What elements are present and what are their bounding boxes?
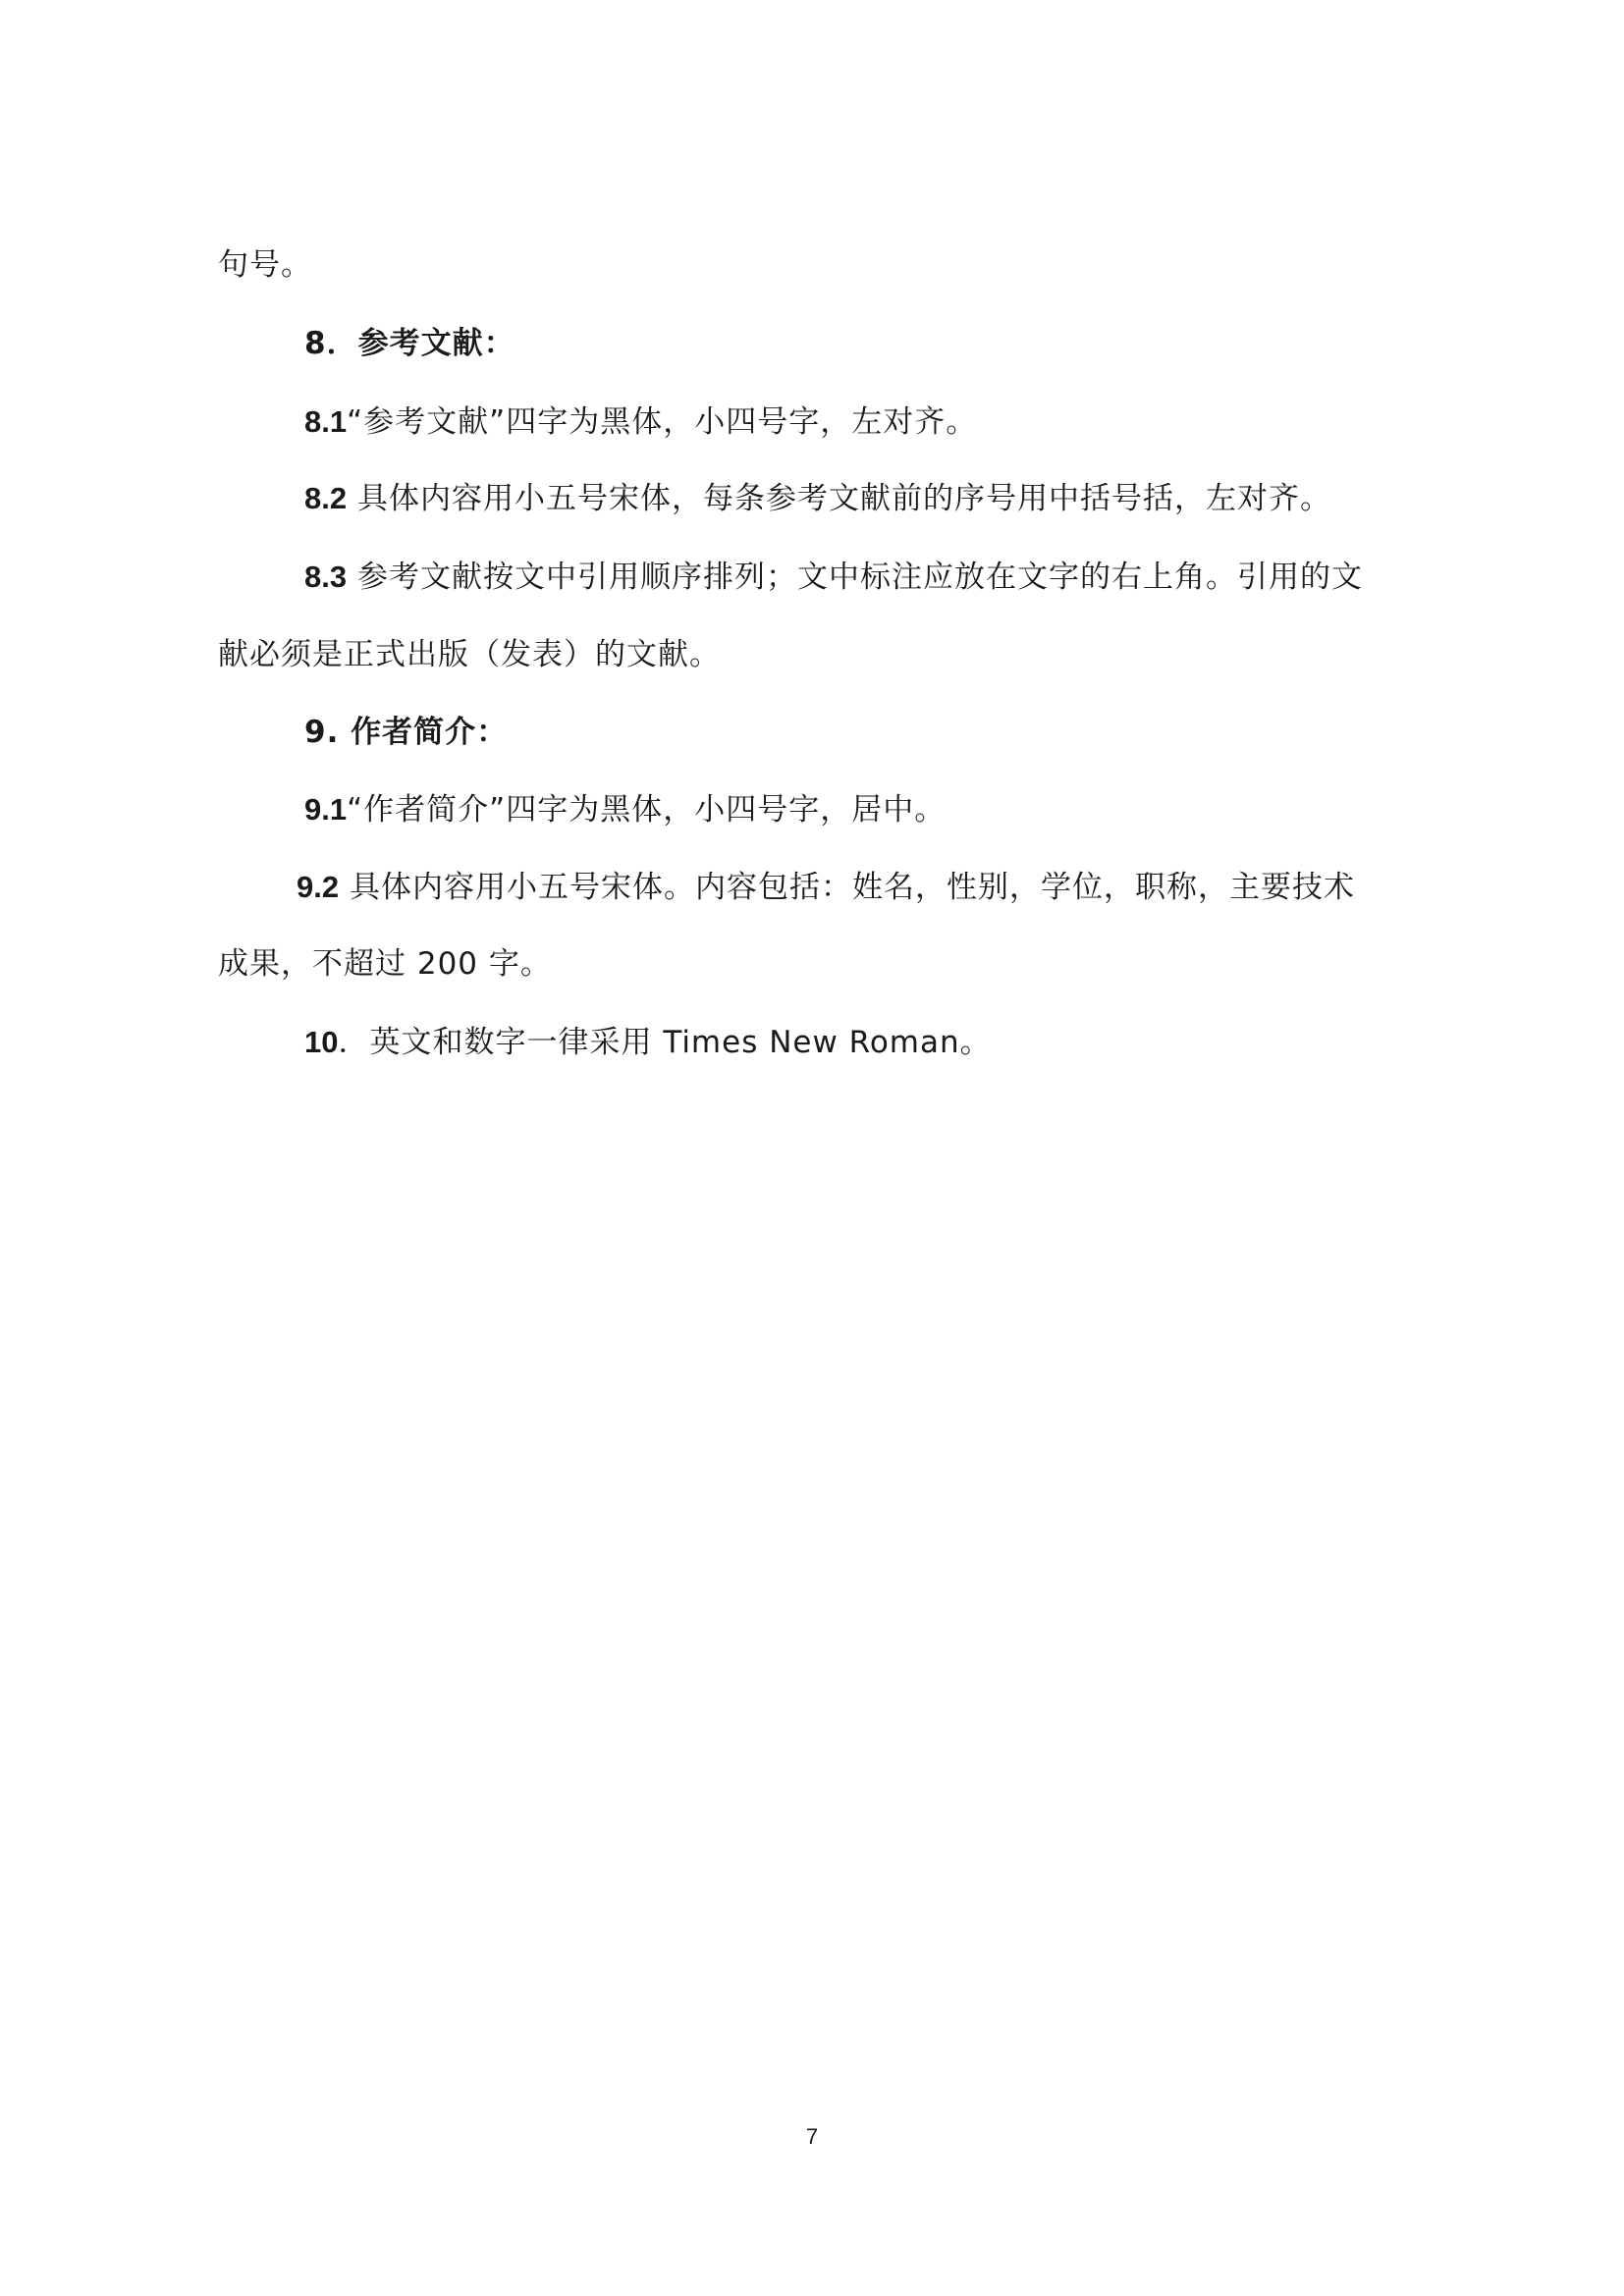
item-text: ．英文和数字一律采用 Times New Roman。 bbox=[338, 1025, 992, 1060]
heading-text: 8．参考文献： bbox=[304, 326, 515, 361]
heading-text: 9. 作者简介： bbox=[304, 715, 509, 750]
item-text: 成果，不超过 200 字。 bbox=[218, 946, 552, 982]
item-8-1 bbox=[304, 402, 977, 442]
item-8-2 bbox=[304, 479, 1331, 518]
item-text: 具体内容用小五号宋体，每条参考文献前的序号用中括号括，左对齐。 bbox=[347, 481, 1331, 516]
item-9-2 bbox=[297, 868, 1355, 907]
item-text: “作者简介”四字为黑体，小四号字，居中。 bbox=[347, 792, 947, 828]
item-number: 8.1 bbox=[304, 404, 348, 439]
section-heading-author-bio bbox=[304, 713, 508, 752]
item-number: 8.3 bbox=[304, 560, 348, 594]
item-text: 具体内容用小五号宋体。内容包括：姓名，性别，学位，职称，主要技术 bbox=[339, 870, 1355, 905]
item-number: 8.2 bbox=[304, 481, 348, 515]
item-text: 参考文献按文中引用顺序排列；文中标注应放在文字的右上角。引用的文 bbox=[347, 560, 1363, 595]
item-text: “参考文献”四字为黑体，小四号字，左对齐。 bbox=[347, 404, 978, 440]
page-number: 7 bbox=[805, 2124, 819, 2149]
text-line: 句号。 bbox=[218, 247, 312, 283]
item-9-2-continuation bbox=[218, 944, 552, 984]
item-9-1 bbox=[304, 790, 946, 829]
item-number: 10 bbox=[304, 1025, 339, 1059]
item-8-3 bbox=[304, 558, 1363, 597]
item-10 bbox=[304, 1023, 992, 1062]
item-number: 9.1 bbox=[304, 792, 348, 827]
item-text: 献必须是正式出版（发表）的文献。 bbox=[218, 637, 721, 672]
paragraph-continuation bbox=[218, 245, 312, 285]
item-number: 9.2 bbox=[297, 870, 340, 904]
section-heading-references bbox=[304, 324, 515, 363]
item-8-3-continuation bbox=[218, 635, 721, 674]
